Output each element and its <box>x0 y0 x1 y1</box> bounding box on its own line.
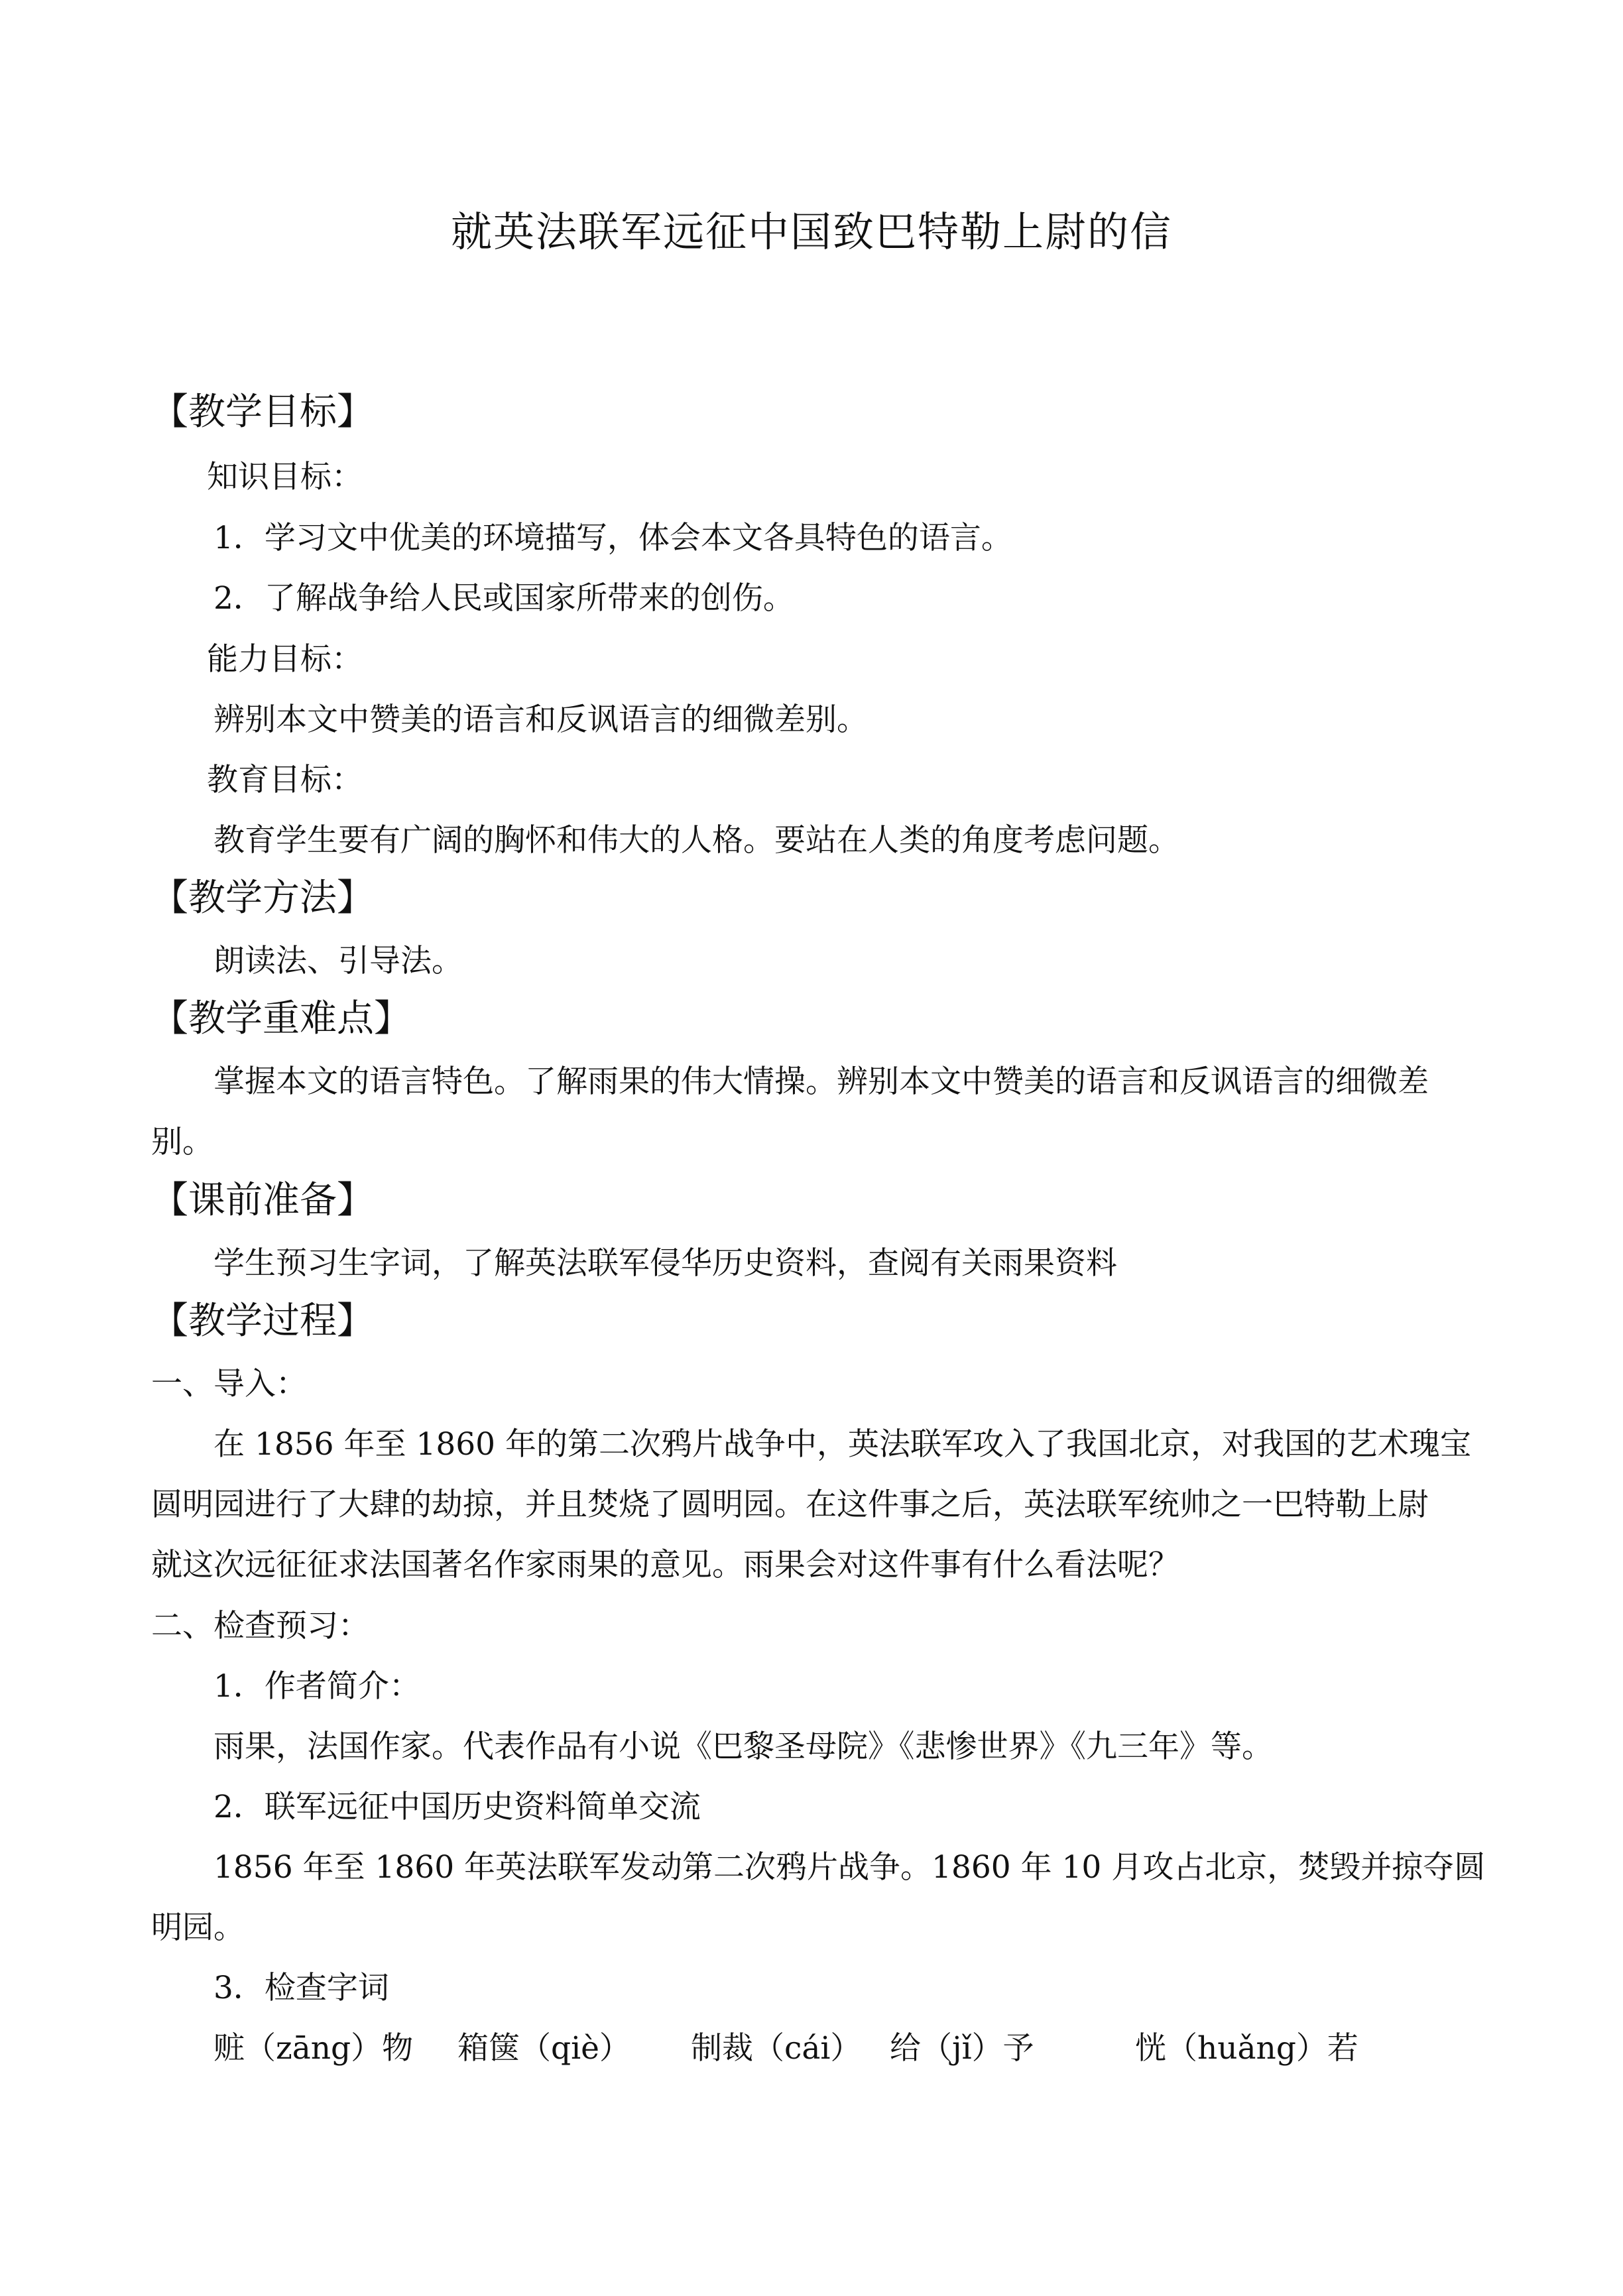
heading-key-points: 【教学重难点】 <box>151 997 411 1040</box>
ability-goals-text: 辨别本文中赞美的语言和反讽语言的细微差别。 <box>213 701 868 738</box>
intro-paragraph-line: 圆明园进行了大肆的劫掠，并且焚烧了圆明园。在这件事之后，英法联军统帅之一巴特勒上尉 <box>151 1486 1429 1523</box>
knowledge-goals-label: 知识目标： <box>207 459 363 495</box>
history-exchange-label: 2．联军远征中国历史资料简单交流 <box>213 1789 701 1825</box>
process-part1-label: 一、导入： <box>151 1366 307 1402</box>
vocab-item: 赃（zāng）物 <box>213 2030 414 2067</box>
vocab-item: 恍（huǎng）若 <box>1135 2030 1358 2067</box>
preparation-text: 学生预习生字词，了解英法联军侵华历史资料，查阅有关雨果资料 <box>213 1245 1117 1282</box>
teaching-methods-text: 朗读法、引导法。 <box>213 943 463 979</box>
heading-teaching-goals: 【教学目标】 <box>151 391 374 434</box>
knowledge-goal-item: 2．了解战争给人民或国家所带来的创伤。 <box>213 580 794 617</box>
author-intro-text: 雨果，法国作家。代表作品有小说《巴黎圣母院》《悲惨世界》《九三年》等。 <box>213 1728 1273 1765</box>
process-part2-label: 二、检查预习： <box>151 1608 369 1644</box>
heading-teaching-methods: 【教学方法】 <box>151 876 374 920</box>
key-points-text: 别。 <box>151 1124 213 1160</box>
document-title: 就英法联军远征中国致巴特勒上尉的信 <box>450 208 1172 256</box>
intro-paragraph-line: 就这次远征征求法国著名作家雨果的意见。雨果会对这件事有什么看法呢？ <box>151 1547 1179 1583</box>
history-text-line: 1856 年至 1860 年英法联军发动第二次鸦片战争。1860 年 10 月攻占北京，焚毁并掠夺圆 <box>213 1849 1486 1886</box>
education-goals-label: 教育目标： <box>207 762 363 798</box>
history-text-line: 明园。 <box>151 1909 245 1946</box>
vocab-item: 制裁（cái） <box>691 2030 862 2067</box>
education-goals-text: 教育学生要有广阔的胸怀和伟大的人格。要站在人类的角度考虑问题。 <box>213 822 1179 859</box>
heading-teaching-process: 【教学过程】 <box>151 1299 374 1343</box>
knowledge-goal-item: 1．学习文中优美的环境描写，体会本文各具特色的语言。 <box>213 520 1012 556</box>
ability-goals-label: 能力目标： <box>207 641 363 678</box>
intro-paragraph-line: 在 1856 年至 1860 年的第二次鸦片战争中，英法联军攻入了我国北京，对我国的艺术瑰宝 <box>213 1426 1471 1463</box>
key-points-text: 掌握本文的语言特色。了解雨果的伟大情操。辨别本文中赞美的语言和反讽语言的细微差 <box>213 1063 1429 1100</box>
heading-preparation: 【课前准备】 <box>151 1179 374 1222</box>
vocab-item: 箱箧（qiè） <box>457 2030 631 2067</box>
author-intro-label: 1．作者简介： <box>213 1668 420 1705</box>
vocab-item: 给（jǐ）予 <box>890 2030 1034 2067</box>
vocab-check-label: 3．检查字词 <box>213 1970 389 2006</box>
